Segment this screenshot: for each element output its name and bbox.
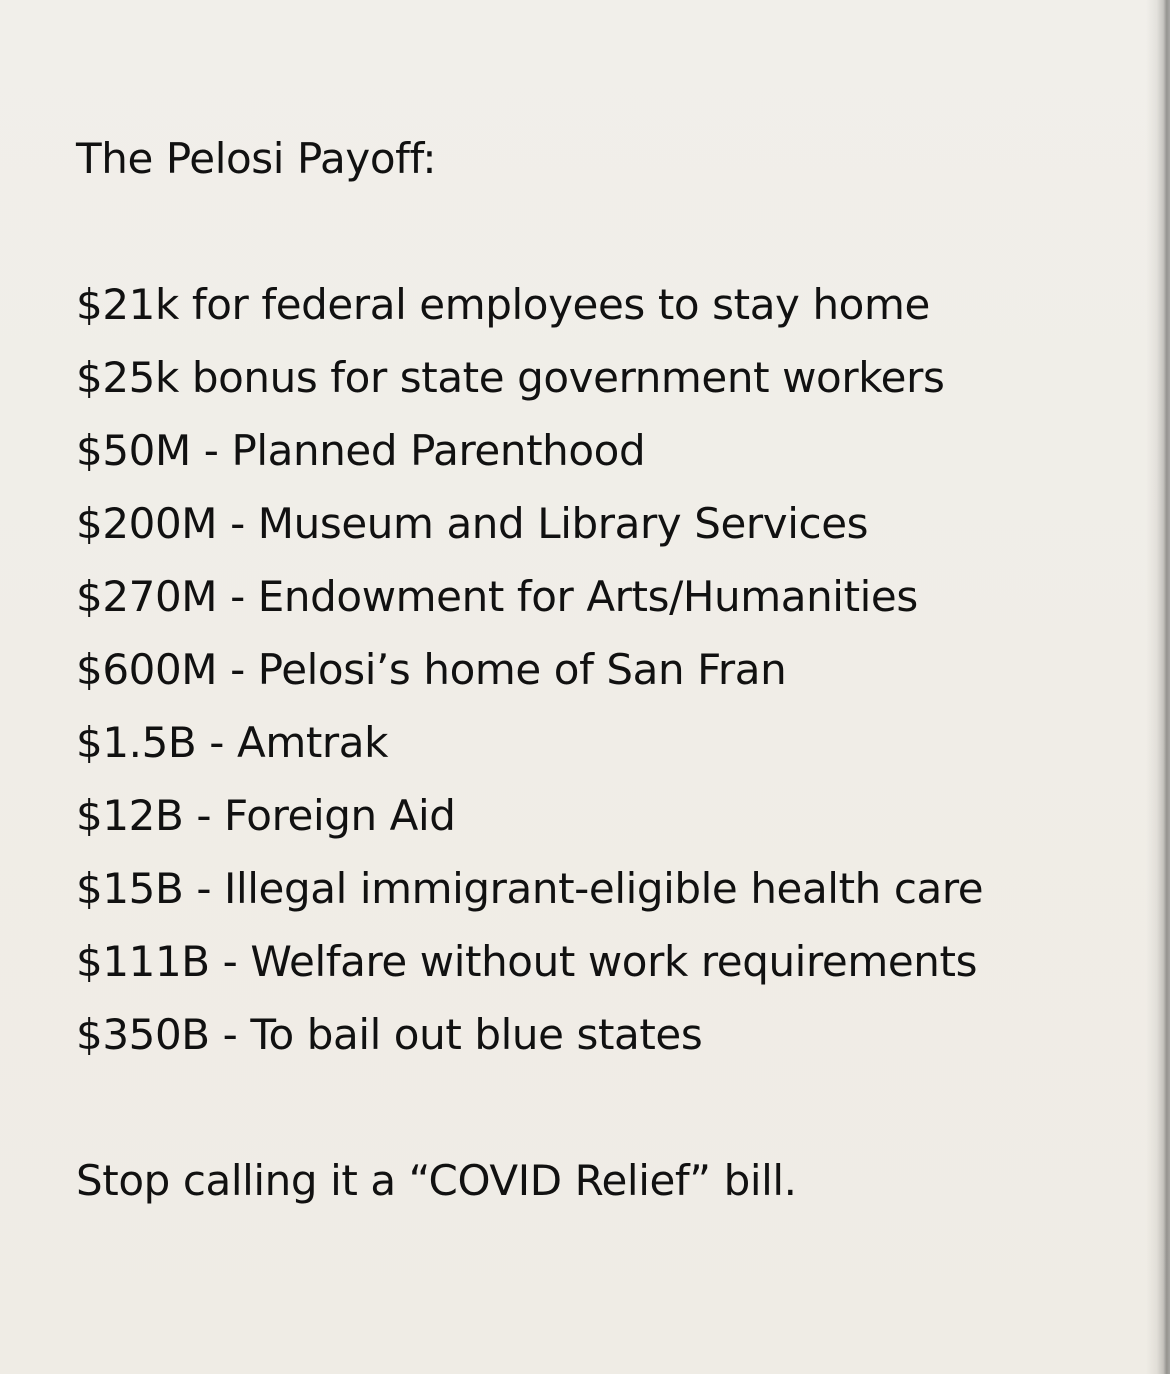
note-title: The Pelosi Payoff: [76, 134, 437, 183]
list-item: $200M - Museum and Library Services [76, 499, 869, 548]
list-item: $12B - Foreign Aid [76, 791, 456, 840]
list-item: $111B - Welfare without work requirements [76, 937, 978, 986]
list-item: $21k for federal employees to stay home [76, 280, 930, 329]
list-item: $350B - To bail out blue states [76, 1010, 703, 1059]
note-body [76, 122, 1116, 1217]
list-item: $25k bonus for state government workers [76, 353, 945, 402]
blank-line [76, 1071, 1116, 1144]
blank-line [76, 195, 1116, 268]
list-item: $270M - Endowment for Arts/Humanities [76, 572, 918, 621]
list-item: $15B - Illegal immigrant-eligible health care [76, 864, 984, 913]
note-closing: Stop calling it a “COVID Relief” bill. [76, 1156, 797, 1205]
list-item: $50M - Planned Parenthood [76, 426, 646, 475]
page-edge-shadow [1146, 0, 1170, 1374]
list-item: $1.5B - Amtrak [76, 718, 389, 767]
list-item: $600M - Pelosi’s home of San Fran [76, 645, 787, 694]
